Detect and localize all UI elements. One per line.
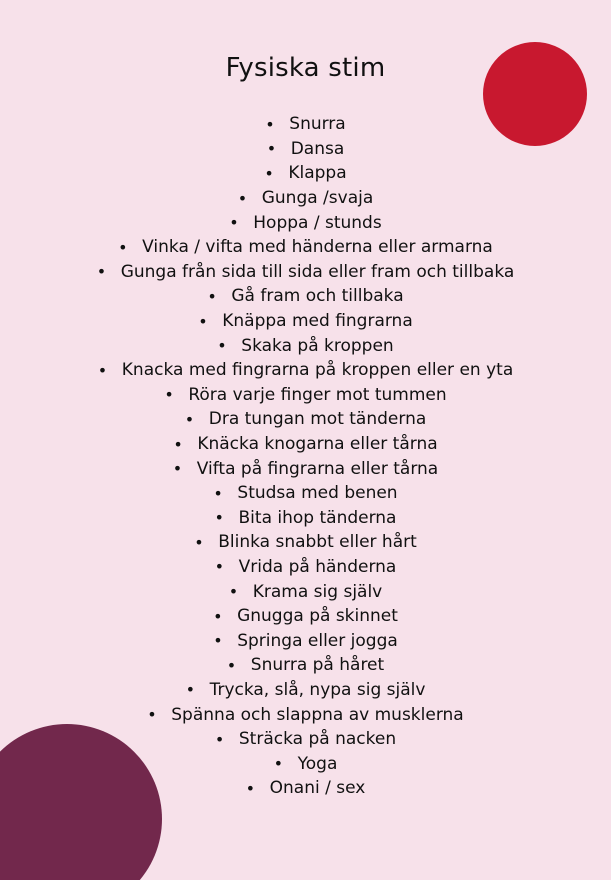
bullet-icon: • — [213, 631, 223, 651]
bullet-icon: • — [214, 729, 225, 749]
list-item-text: Springa eller jogga — [237, 630, 398, 651]
list-item — [0, 702, 611, 727]
list-item-text: Sträcka på nacken — [238, 729, 397, 750]
bullet-icon: • — [214, 508, 224, 528]
list-item — [0, 628, 611, 653]
list-item-text: Vifta på fingrarna eller tårna — [196, 458, 439, 479]
list-item — [0, 506, 611, 531]
bullet-icon: • — [172, 459, 183, 479]
bullet-icon: • — [213, 483, 223, 503]
bullet-icon: • — [226, 655, 237, 675]
list-item-text: Dansa — [290, 138, 345, 159]
list-item-text: Bita ihop tänderna — [238, 507, 397, 528]
list-item — [0, 309, 611, 334]
stim-list — [0, 112, 611, 801]
list-item-text: Gunga /svaja — [261, 188, 374, 209]
list-item — [0, 137, 611, 162]
list-item — [0, 481, 611, 506]
list-item-text: Skaka på kroppen — [241, 335, 394, 356]
list-item — [0, 604, 611, 629]
bullet-icon: • — [264, 163, 274, 183]
list-item-text: Klappa — [288, 163, 347, 184]
list-item-text: Gunga från sida till sida eller fram och tillbaka — [120, 261, 515, 282]
list-item — [0, 333, 611, 358]
list-item-text: Trycka, slå, nypa sig själv — [209, 679, 426, 700]
bullet-icon: • — [147, 705, 157, 725]
bullet-icon: • — [266, 139, 277, 159]
list-item — [0, 530, 611, 555]
bullet-icon: • — [194, 532, 204, 552]
bullet-icon: • — [96, 262, 107, 282]
bullet-icon: • — [214, 557, 225, 577]
bullet-icon: • — [237, 188, 248, 208]
bullet-icon: • — [273, 754, 284, 774]
list-item — [0, 776, 611, 801]
list-item — [0, 383, 611, 408]
list-item — [0, 161, 611, 186]
list-item — [0, 358, 611, 383]
bullet-icon: • — [207, 286, 217, 306]
list-item-text: Gå fram och tillbaka — [231, 286, 404, 307]
bullet-icon: • — [173, 434, 183, 454]
list-item — [0, 579, 611, 604]
list-item — [0, 112, 611, 137]
bullet-icon: • — [217, 336, 227, 356]
list-item — [0, 751, 611, 776]
list-item-text: Knäcka knogarna eller tårna — [197, 434, 438, 455]
list-item-text: Vinka / vifta med händerna eller armarna — [142, 237, 493, 258]
list-item — [0, 235, 611, 260]
list-item — [0, 407, 611, 432]
list-item-text: Studsa med benen — [237, 483, 398, 504]
list-item-text: Spänna och slappna av musklerna — [171, 704, 464, 725]
list-item — [0, 653, 611, 678]
list-item — [0, 186, 611, 211]
list-item-text: Snurra — [289, 114, 346, 135]
list-item-text: Knäppa med fingrarna — [222, 311, 413, 332]
bullet-icon: • — [198, 311, 208, 331]
bullet-icon: • — [228, 582, 239, 602]
bullet-icon: • — [265, 114, 275, 134]
list-item-text: Röra varje finger mot tummen — [188, 384, 447, 405]
list-item — [0, 727, 611, 752]
list-item — [0, 456, 611, 481]
list-item — [0, 284, 611, 309]
list-item-text: Knacka med fingrarna på kroppen eller en yta — [121, 360, 514, 381]
list-item-text: Gnugga på skinnet — [237, 606, 398, 627]
list-item — [0, 432, 611, 457]
bullet-icon: • — [185, 680, 195, 700]
list-item — [0, 678, 611, 703]
list-item — [0, 260, 611, 285]
list-item-text: Dra tungan mot tänderna — [208, 409, 427, 430]
list-item — [0, 555, 611, 580]
page-title: Fysiska stim — [225, 53, 386, 83]
list-item-text: Onani / sex — [269, 778, 366, 799]
bullet-icon: • — [184, 409, 195, 429]
list-item-text: Snurra på håret — [250, 655, 385, 676]
list-item-text: Krama sig själv — [252, 581, 383, 602]
bullet-icon: • — [164, 385, 174, 405]
bullet-icon: • — [245, 778, 256, 798]
bullet-icon: • — [213, 606, 223, 626]
list-item-text: Yoga — [297, 753, 338, 774]
list-item-text: Blinka snabbt eller hårt — [218, 532, 417, 553]
list-item-text: Hoppa / stunds — [253, 212, 382, 233]
bullet-icon: • — [229, 213, 239, 233]
list-item-text: Vrida på händerna — [238, 556, 397, 577]
bullet-icon: • — [118, 237, 128, 257]
list-item — [0, 210, 611, 235]
bullet-icon: • — [97, 360, 108, 380]
